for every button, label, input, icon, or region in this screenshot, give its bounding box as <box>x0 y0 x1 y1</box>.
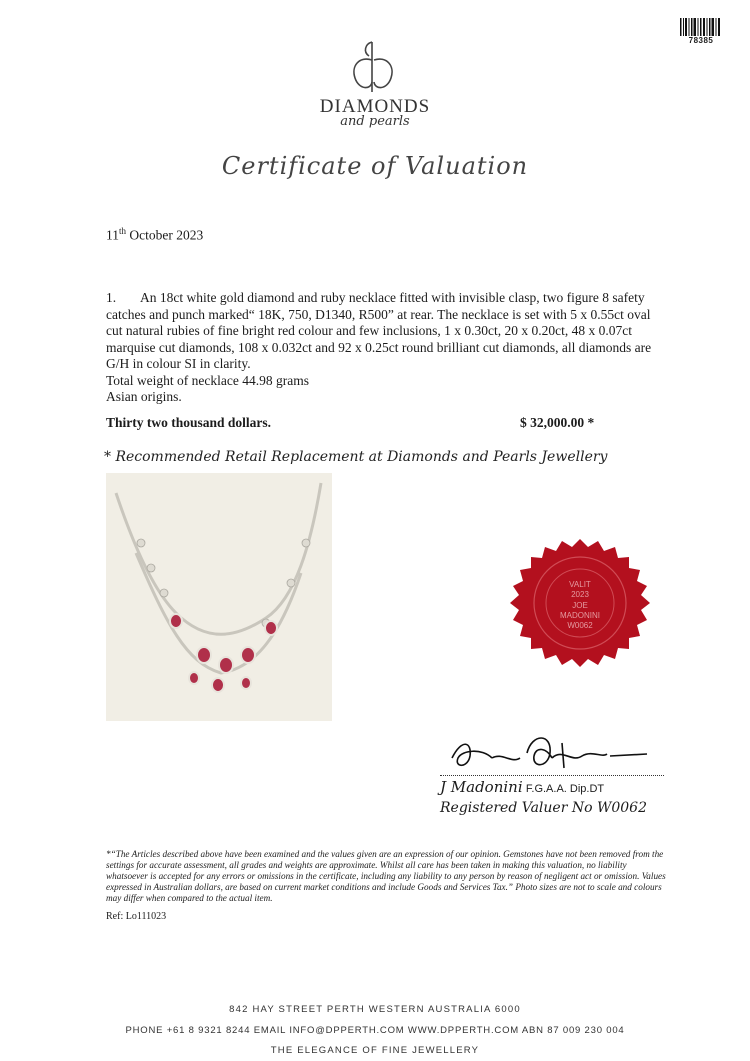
footer-address: 842 HAY STREET PERTH WESTERN AUSTRALIA 6000 <box>229 1004 521 1015</box>
disclaimer-text: *“The Articles described above have been examined and the values given are an expression of our opinion. Gemstones have not been removed from the settings for accurate assessment, all grades and weights are approximate. Whilst all care has been taken in making this valuation, no liability whatsoever is accepted for any errors or omissions in the certificate, including any liability to any person by reason of negligent act or omission. Values expressed in Australian dollars, are based on current market conditions and include Goods and Services Tax.” Photo sizes are not to scale and colours may differ when compared to the actual item. <box>106 849 666 903</box>
item-origin: Asian origins. <box>106 389 182 404</box>
handwritten-signature <box>432 728 652 776</box>
svg-text:MADONINI: MADONINI <box>560 611 600 620</box>
footer-contact: PHONE +61 8 9321 8244 EMAIL INFO@DPPERTH.COM WWW.DPPERTH.COM ABN 87 009 230 004 <box>125 1025 625 1036</box>
signature-line <box>440 775 664 776</box>
signer-name-line: J Madonini F.G.A.A. Dip.DT <box>440 778 605 796</box>
dp-logo-icon <box>345 38 401 96</box>
valuation-in-words: Thirty two thousand dollars. <box>106 415 272 430</box>
signer-registration: Registered Valuer No W0062 <box>440 800 647 816</box>
valuation-date: 11th October 2023 <box>106 226 204 243</box>
valuation-amount: $ 32,000.00 * <box>520 415 595 430</box>
necklace-photo <box>106 473 332 721</box>
recommendation-note: * Recommended Retail Replacement at Diamonds and Pearls Jewellery <box>104 449 608 465</box>
brand-name: DIAMONDS <box>319 96 431 117</box>
svg-text:2023: 2023 <box>571 590 589 599</box>
reference-code: Ref: Lo111023 <box>106 911 167 922</box>
item-weight: Total weight of necklace 44.98 grams <box>106 372 309 388</box>
barcode-number: 78385 <box>688 36 714 45</box>
svg-text:VALIT: VALIT <box>569 580 591 589</box>
certificate-title: Certificate of Valuation <box>221 152 529 180</box>
item-description: 1. An 18ct white gold diamond and ruby necklace fitted with invisible clasp, two figure 8 safety catches and punch marked“ 18K, 750, D1340, R500” at rear. The necklace is set with 5 x 0.55ct oval cut natural rubies of fine bright red colour and few inclusions, 1 x 0.30ct, 20 x 0.20ct, 48 x 0.07ct marquise cut diamonds, 108 x 0.032ct and 92 x 0.25ct round brilliant cut diamonds, all diamonds are G/H in colour SI in clarity. <box>106 290 652 371</box>
barcode-image <box>680 18 720 36</box>
svg-text:JOE: JOE <box>572 601 588 610</box>
item-number: 1. <box>106 290 117 305</box>
item-description-block <box>106 290 666 406</box>
svg-text:W0062: W0062 <box>567 621 593 630</box>
wax-seal-image <box>508 537 652 677</box>
footer-tagline: THE ELEGANCE OF FINE JEWELLERY <box>270 1045 480 1056</box>
brand-subtitle: and pearls <box>340 114 410 129</box>
